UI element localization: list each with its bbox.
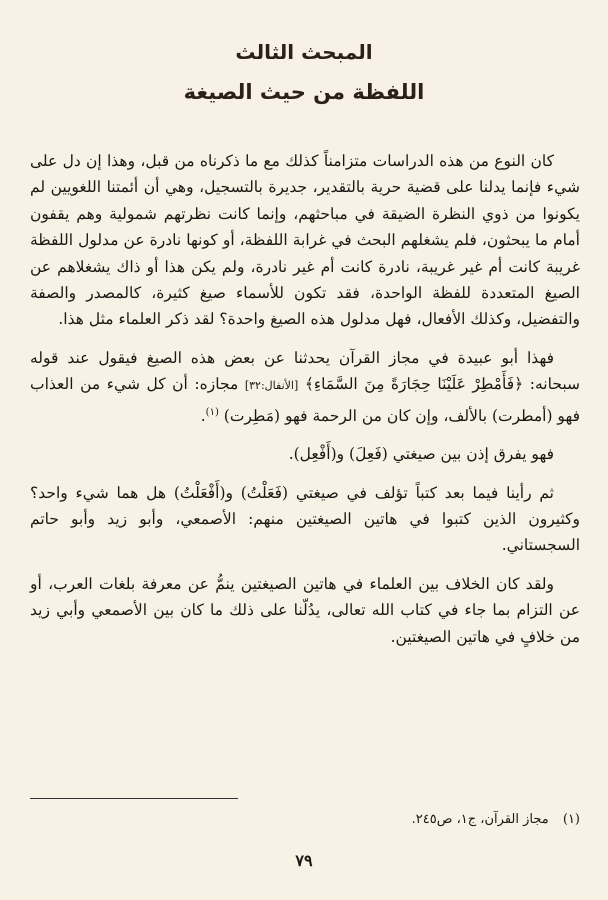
footnote-divider xyxy=(30,798,238,799)
quran-verse: ﴿فَأَمْطِرْ عَلَيْنَا حِجَارَةً مِنَ السَّمَاءِ﴾ xyxy=(304,375,524,394)
paragraph-1: كان النوع من هذه الدراسات متزامناً كذلك مع ما ذكرناه من قبل، وهذا إن دل على شيء فإنما يدلنا على قضية حرية بالتقدير، جديرة بالتسجيل، وهي أن أئمتنا اللغويين لم يكونوا من ذوي النظرة الضيقة في مباحثهم، وإنما كانت نظرتهم شمولية وهم يقفون أمام ما يبحثون، فلم يشغلهم البحث في غرابة اللفظة، أو كونها نادرة عن مدلول اللفظة غريبة كانت أم غير غريبة، نادرة كانت أم غير نادرة، ولم يكن هذا أو ذاك يشغلاهم عن الصيغ المتعددة للفظة الواحدة، فقد تكون للأسماء صيغ كثيرة، كالمصدر والصفة والتفضيل، وكذلك الأفعال، فهل مدلول هذه الصيغ واحدة؟ لقد ذكر العلماء مثل هذا. xyxy=(30,152,580,329)
paragraph-2 xyxy=(30,345,580,429)
sentence-end: . xyxy=(200,406,206,425)
verse-source: [الأنفال:٣٢] xyxy=(244,379,299,393)
body-text xyxy=(30,148,580,650)
abu-ubayda-intro: فهذا أبو عبيدة في مجاز القرآن يحدثنا عن بعض هذه الصيغ فيقول عند قوله سبحانه: xyxy=(30,348,580,394)
paragraph-4: ثم رأينا فيما بعد كتباً تؤلف في صيغتي (فَعَلْتُ) و(أَفْعَلْتُ) هل هما شيء واحد؟ وكثيرون الذين كتبوا في هاتين الصيغتين منهم: الأصمعي، وأبو زيد وأبو حاتم السجستاني. xyxy=(30,483,580,555)
section-title: اللفظة من حيث الصيغة xyxy=(183,80,425,104)
footnote-number: (١) xyxy=(562,812,580,827)
paragraph-3: فهو يفرق إذن بين صيغتي (فَعِلَ) و(أَفْعِل). xyxy=(288,445,554,464)
footnote-ref: (١) xyxy=(205,406,219,418)
section-heading: المبحث الثالث xyxy=(235,40,373,64)
page-number: ٧٩ xyxy=(295,851,313,870)
paragraph-5: ولقد كان الخلاف بين العلماء في هاتين الصيغتين ينمُّ عن معرفة بلغات العرب، أو عن التزام بما جاء في كتاب الله تعالى، يدُلّنا على ذلك ما كان بين الأصمعي وأبي زيد من خلافٍ في هاتين الصيغتين. xyxy=(30,574,580,646)
footnote-text: مجاز القرآن، ج١، ص٢٤٥. xyxy=(411,812,549,827)
footnote xyxy=(30,812,580,827)
abu-ubayda-quote: مجازه: أن كل شيء من العذاب فهو (أمطرت) بالألف، وإن كان من الرحمة فهو (مَطِرت) xyxy=(30,375,580,425)
